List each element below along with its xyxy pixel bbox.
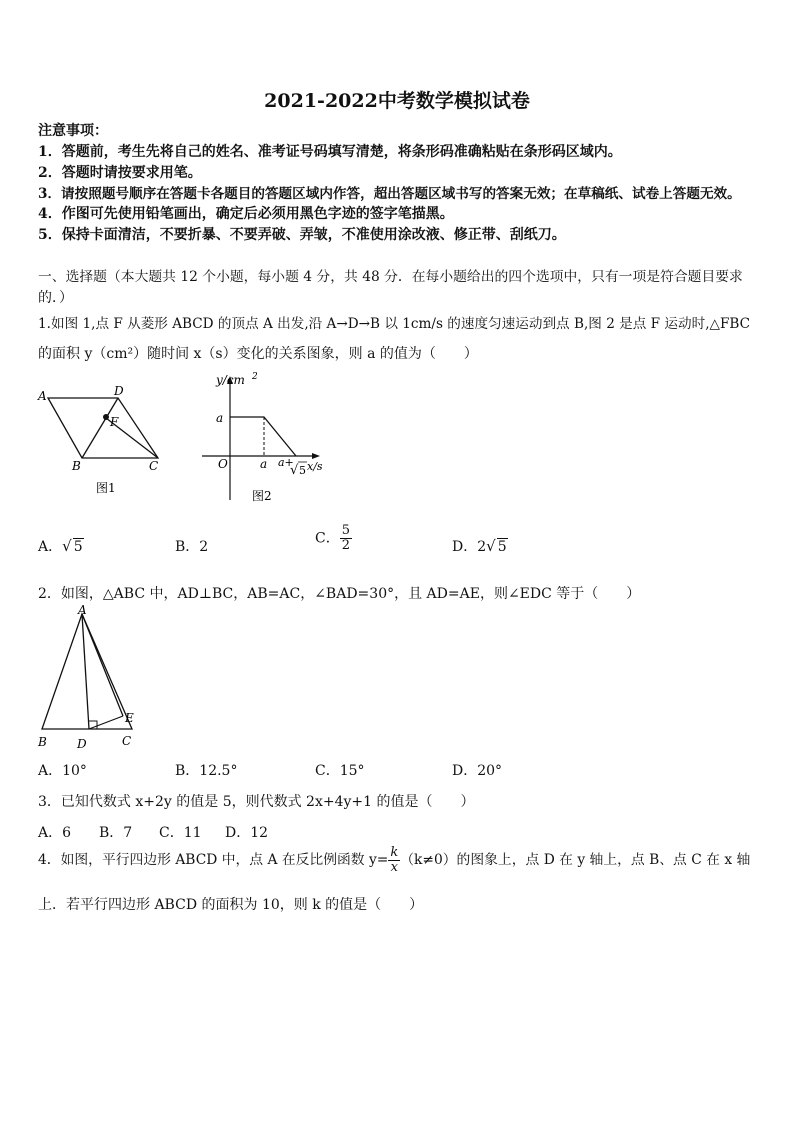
q1-option-a-label: A． — [38, 539, 63, 555]
label-e: E — [125, 711, 134, 725]
q1-option-a-radicand: 5 — [73, 539, 83, 555]
label-b: B — [72, 459, 81, 473]
y-axis-label-sup: 2 — [252, 372, 258, 382]
label-c: C — [149, 459, 159, 473]
note-item-3: 3．请按照题号顺序在答题卡各题目的答题区域内作答，超出答题区域书写的答案无效；在草稿纸、试卷上答题无效。 — [38, 186, 741, 202]
area-polyline — [230, 417, 296, 456]
q2-option-d[interactable]: D．20° — [452, 763, 503, 779]
question-1-line2: 的面积 y（cm²）随时间 x（s）变化的关系图象，则 a 的值为（ ） — [38, 346, 478, 362]
q1-option-b[interactable]: B．2 — [175, 539, 209, 555]
figure-2-caption: 图2 — [252, 489, 272, 503]
label-b: B — [38, 735, 47, 749]
label-c: C — [122, 734, 132, 748]
rhombus-shape — [48, 398, 158, 458]
segment-de — [89, 716, 123, 729]
notes-heading: 注意事项： — [38, 123, 108, 139]
note-item-1: 1．答题前，考生先将自己的姓名、准考证号码填写清楚，将条形码准确粘贴在条形码区域内。 — [38, 144, 622, 160]
q3-option-d[interactable]: D．12 — [225, 825, 269, 841]
fraction-denominator: x — [390, 860, 398, 875]
question-1-line1: 1.如图 1,点 F 从菱形 ABCD 的顶点 A 出发,沿 A→D→B 以 1cm/s 的速度匀速运动到点 B,图 2 是点 F 运动时,△FBC — [38, 316, 751, 332]
note-item-2: 2．答题时请按要求用笔。 — [38, 165, 202, 181]
segment-ae — [82, 614, 123, 716]
fraction-denominator: 2 — [341, 538, 350, 553]
q3-option-a[interactable]: A．6 — [38, 825, 72, 841]
q1-option-d-radicand: 5 — [497, 539, 507, 555]
root-icon: √ — [62, 537, 72, 555]
x-axis-arrow — [312, 453, 320, 459]
fraction-numerator: 5 — [341, 523, 350, 538]
note-item-4: 4．作图可先使用铅笔画出，确定后必须用黑色字迹的签字笔描黑。 — [38, 206, 454, 222]
x-axis-label: x/s — [307, 460, 323, 473]
tick-root-5: 5 — [299, 464, 306, 477]
point-f-dot — [103, 414, 109, 420]
q2-option-c[interactable]: C．15° — [315, 763, 365, 779]
label-a: A — [38, 389, 47, 403]
figure-area-graph — [196, 370, 336, 510]
root-icon: √ — [486, 537, 496, 555]
question-2-text: 2．如图，△ABC 中，AD⊥BC，AB=AC，∠BAD=30°，且 AD=AE，则∠EDC 等于（ ） — [38, 586, 641, 602]
question-3-text: 3．已知代数式 x+2y 的值是 5，则代数式 2x+4y+1 的值是（ ） — [38, 794, 475, 810]
label-d: D — [77, 737, 87, 751]
q1-option-d-label: D．2 — [452, 539, 487, 555]
tick-a-x: a — [260, 457, 268, 471]
label-a: A — [78, 604, 87, 617]
fraction-numerator: k — [390, 845, 399, 860]
tick-root-sign: √ — [290, 463, 299, 478]
section-heading-line1: 一、选择题（本大题共 12 个小题，每小题 4 分，共 48 分．在每小题给出的四个选项中，只有一项是符合题目要求 — [38, 269, 743, 285]
triangle-abc — [42, 614, 132, 729]
figure-1-caption: 图1 — [96, 481, 116, 495]
segment-ad — [82, 614, 89, 729]
q1-option-c[interactable] — [315, 524, 352, 553]
q1-option-c-fraction — [340, 524, 352, 553]
tick-a-y: a — [216, 411, 224, 425]
q4-fraction — [388, 846, 400, 875]
label-d: D — [114, 384, 124, 398]
note-item-5: 5．保持卡面清洁，不要折暴、不要弄破、弄皱，不准使用涂改液、修正带、刮纸刀。 — [38, 227, 566, 243]
origin-label: O — [218, 457, 228, 471]
q3-option-c[interactable]: C．11 — [159, 825, 202, 841]
tick-a-plus: a+ — [278, 456, 294, 469]
question-4-part2: （k≠0）的图象上，点 D 在 y 轴上，点 B、点 C 在 x 轴 — [400, 852, 751, 868]
q3-option-b[interactable]: B．7 — [99, 825, 133, 841]
q1-option-c-label: C． — [315, 530, 340, 547]
label-f: F — [110, 415, 119, 429]
q2-option-b[interactable]: B．12.5° — [175, 763, 238, 779]
q1-option-a[interactable] — [38, 536, 84, 556]
question-4-line2: 上．若平行四边形 ABCD 的面积为 10，则 k 的值是（ ） — [38, 897, 424, 913]
q1-option-d[interactable] — [452, 536, 508, 556]
page-title: 2021-2022中考数学模拟试卷 — [264, 90, 530, 112]
q2-option-a[interactable]: A．10° — [38, 763, 87, 779]
figure-rhombus — [32, 380, 172, 500]
question-4-part1: 4．如图，平行四边形 ABCD 中，点 A 在反比例函数 y= — [38, 852, 389, 868]
section-heading-line2: 的．） — [38, 290, 73, 306]
figure-triangle — [34, 604, 144, 754]
y-axis-label: y/cm — [216, 373, 245, 387]
question-4-line1 — [38, 846, 750, 875]
